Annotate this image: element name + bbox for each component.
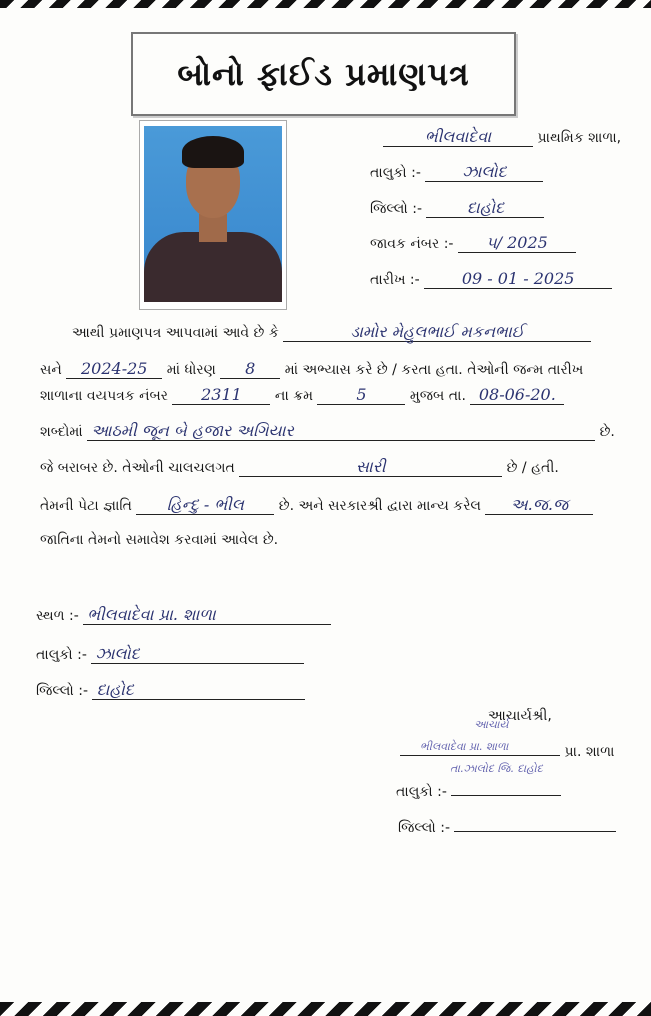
school-stamp: આચાર્ય ભીલવાદેવા પ્રા. શાળા તા.ઝાલોદ જિ. દાહોદ — [420, 718, 543, 775]
body-line-1: આથી પ્રમાણપત્ર આપવામાં આવે છે કે ડામોર મેહુલભાઈ મકનભાઈ — [72, 323, 591, 342]
category: અ.જ.જ — [485, 496, 593, 515]
signature-school-suffix: પ્રા. શાળા — [564, 744, 615, 760]
footer-jillo-row — [36, 681, 305, 700]
footer-jillo-label: જિલ્લો :- — [36, 683, 88, 699]
krama-number: 5 — [317, 386, 405, 405]
signature-taluko-label: તાલુકો :- — [396, 784, 447, 800]
body-line-2: સને 2024-25 માં ધોરણ 8 માં અભ્યાસ કરે છે / કરતા હતા. તેઓની જન્મ તારીખ — [40, 359, 584, 378]
signature-jillo-label: જિલ્લો :- — [398, 820, 450, 836]
body-line-7: જાતિના તેમનો સમાવેશ કરવામાં આવેલ છે. — [40, 532, 279, 548]
body-line-3: શાળાના વયપત્રક નંબર 2311 ના ક્રમ 5 મુજબ તા. 08-06-20. — [40, 386, 564, 405]
body-line-6: તેમની પેટા જ્ઞાતિ હિન્દુ - ભીલ છે. અને સરકારશ્રી દ્વારા માન્ય કરેલ અ.જ.જ — [40, 496, 593, 515]
footer-taluko-value: ઝાલોદ — [91, 645, 304, 664]
sthal-row — [36, 606, 331, 625]
jillo-value: દાહોદ — [426, 199, 544, 218]
sthal-label: સ્થળ :- — [36, 608, 79, 624]
academic-year: 2024-25 — [66, 360, 162, 379]
sub-caste: હિન્દુ - ભીલ — [136, 496, 274, 515]
footer-jillo-value: દાહોદ — [92, 681, 305, 700]
body-line-4: શબ્દોમાં આઠમી જૂન બે હજાર અગિયાર છે. — [40, 421, 615, 440]
conduct-value: સારી — [239, 458, 502, 477]
school-name-row — [383, 128, 621, 147]
jillo-row — [370, 199, 544, 218]
bottom-border — [0, 1002, 651, 1016]
body-line-5: જે બરાબર છે. તેઓની ચાલચલગત સારી છે / હતી. — [40, 457, 559, 476]
date-row — [370, 270, 612, 289]
taluko-row — [370, 163, 543, 182]
taluko-value: ઝાલોદ — [425, 163, 543, 182]
school-name-suffix: પ્રાથમિક શાળા, — [537, 130, 622, 146]
sthal-value: ભીલવાદેવા પ્રા. શાળા — [83, 606, 331, 625]
date-value: 09 - 01 - 2025 — [424, 270, 612, 289]
javak-label: જાવક નંબર :- — [370, 236, 454, 252]
date-of-birth: 08-06-20. — [470, 386, 564, 405]
top-border — [0, 0, 651, 8]
javak-value: ૫/ 2025 — [458, 234, 576, 253]
title-box — [131, 32, 516, 116]
footer-taluko-label: તાલુકો :- — [36, 647, 87, 663]
school-name-value: ભીલવાદેવા — [383, 128, 533, 147]
register-number: 2311 — [172, 386, 270, 405]
student-photo — [139, 120, 287, 310]
jillo-label: જિલ્લો :- — [370, 201, 422, 217]
acharya-label: આચાર્યશ્રી, — [488, 708, 552, 724]
signature-taluko-row — [396, 784, 561, 800]
page-title: બોનો ફાઈડ પ્રમાણપત્ર — [177, 54, 470, 93]
javak-row — [370, 234, 576, 253]
student-name: ડામોર મેહુલભાઈ મકનભાઈ — [283, 323, 591, 342]
standard: 8 — [220, 360, 280, 379]
taluko-label: તાલુકો :- — [370, 165, 421, 181]
signature-jillo-row — [398, 820, 616, 836]
signature-taluko-line — [451, 795, 561, 796]
date-label: તારીખ :- — [370, 272, 420, 288]
dob-in-words: આઠમી જૂન બે હજાર અગિયાર — [87, 422, 595, 441]
signature-jillo-line — [454, 831, 616, 832]
footer-taluko-row — [36, 645, 304, 664]
